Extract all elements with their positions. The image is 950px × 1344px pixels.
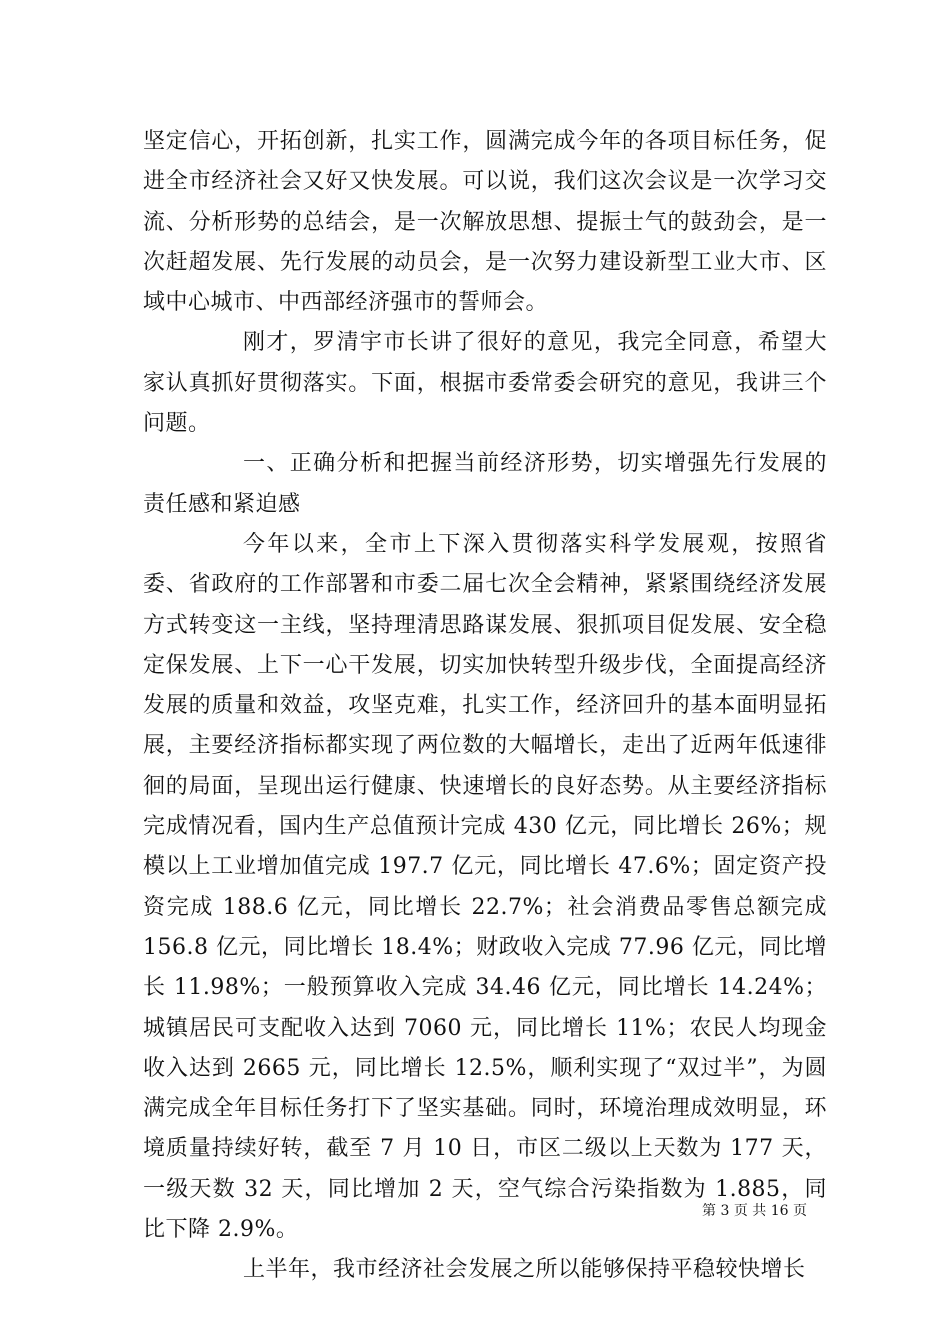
paragraph-half-year: 上半年，我市经济社会发展之所以能够保持平稳较快增长	[243, 1257, 806, 1283]
paragraph-economy: 今年以来，全市上下深入贯彻落实科学发展观，按照省委、省政府的工作部署和市委二届七次全会精神，紧紧围绕经济发展方式转变这一主线，坚持理清思路谋发展、狠抓项目促发展、安全稳定保发展、上下一心干发展，切实加快转型升级步伐，全面提高经济发展的质量和效益，攻坚克难，扎实工作，经济回升的基本面明显拓展，主要经济指标都实现了两位数的大幅增长，走出了近两年低速徘徊的局面，呈现出运行健康、快速增长的良好态势。从主要经济指标完成情况看，国内生产总值预计完成 430 亿元，同比增长 26%；规模以上工业增加值完成 197.7 亿元，同比增长 47.6%；固定资产投资完成 188.6 亿元，同比增长 22.7%；社会消费品零售总额完成 156.8 亿元，同比增长 18.4%；财政收入完成 77.96 亿元，同比增长 11.98%；一般预算收入完成 34.46 亿元，同比增长 14.24%；城镇居民可支配收入达到 7060 元，同比增长 11%；农民人均现金收入达到 2665 元，同比增长 12.5%，顺利实现了“双过半”，为圆满完成全年目标任务打下了坚实基础。同时，环境治理成效明显，环境质量持续好转，截至 7 月 10 日，市区二级以上天数为 177 天，一级天数 32 天，同比增加 2 天，空气综合污染指数为 1.885，同比下降 2.9%。	[143, 531, 827, 1243]
page-number-footer: 第 3 页 共 16 页	[702, 1203, 807, 1219]
section-heading: 一、正确分析和把握当前经济形势，切实增强先行发展的责任感和紧迫感	[143, 451, 827, 517]
document-body	[143, 122, 827, 1291]
paragraph-intro: 刚才，罗清宇市长讲了很好的意见，我完全同意，希望大家认真抓好贯彻落实。下面，根据市委常委会研究的意见，我讲三个问题。	[143, 330, 827, 437]
paragraph-continuation: 坚定信心，开拓创新，扎实工作，圆满完成今年的各项目标任务，促进全市经济社会又好又快发展。可以说，我们这次会议是一次学习交流、分析形势的总结会，是一次解放思想、提振士气的鼓劲会，是一次赶超发展、先行发展的动员会，是一次努力建设新型工业大市、区域中心城市、中西部经济强市的誓师会。	[143, 129, 827, 316]
